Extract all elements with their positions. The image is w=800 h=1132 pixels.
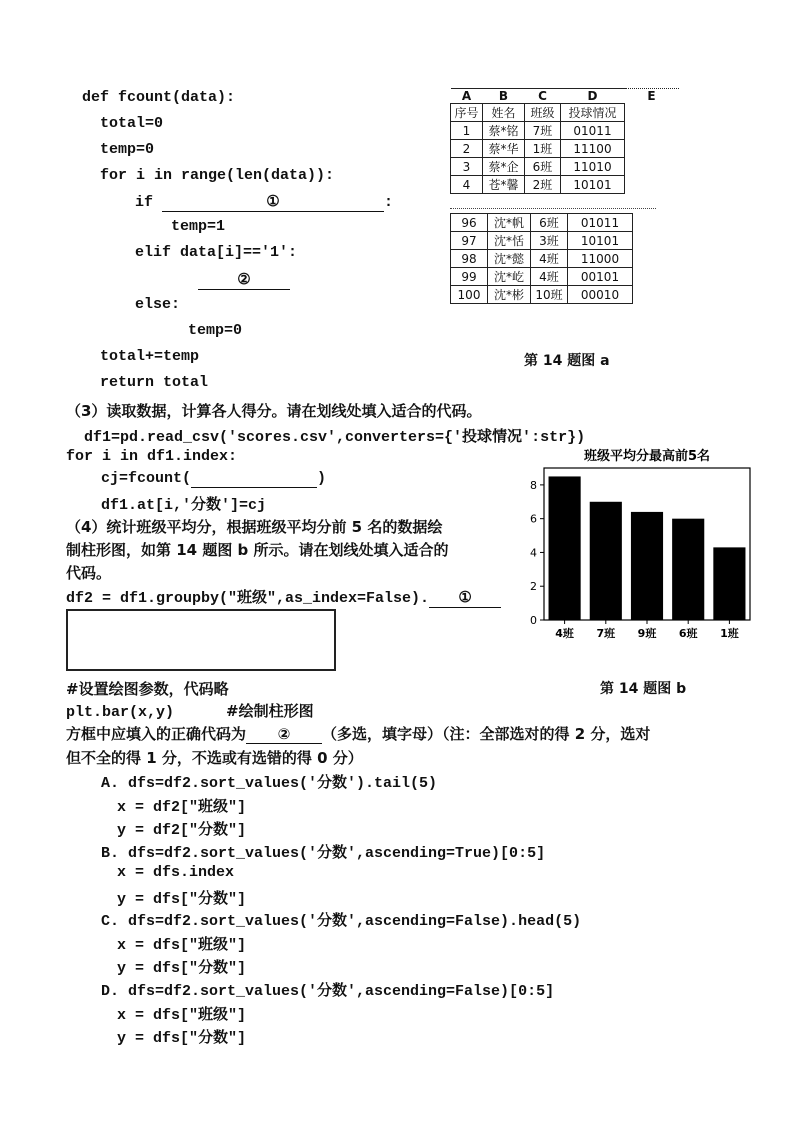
part3-instruction: （3）读取数据，计算各人得分。请在划线处填入适合的代码。 — [66, 402, 482, 420]
bar — [713, 547, 745, 620]
x-tick-label: 6班 — [678, 627, 698, 640]
cell: 沈*帆 — [488, 214, 531, 232]
cell: 100 — [451, 286, 488, 304]
ellipsis-divider — [450, 196, 656, 209]
cell: 沈*屹 — [488, 268, 531, 286]
cell: 99 — [451, 268, 488, 286]
header-cell: 班级 — [525, 104, 561, 122]
cell: 3班 — [531, 232, 568, 250]
part3-read-csv: df1=pd.read_csv('scores.csv',converters={'投球情况':str}) — [84, 429, 586, 446]
figure-a-caption: 第 14 题图 a — [524, 353, 610, 369]
table-row — [451, 214, 633, 232]
code-for-loop: for i in range(len(data)): — [100, 167, 335, 184]
cell: 7班 — [525, 122, 561, 140]
cell: 1班 — [525, 140, 561, 158]
x-tick-label: 7班 — [596, 627, 616, 640]
cell: 10班 — [531, 286, 568, 304]
code-def-line: def fcount(data): — [82, 89, 236, 106]
bar — [590, 502, 622, 620]
chart-title: 班级平均分最高前5名 — [583, 449, 711, 464]
cell: 96 — [451, 214, 488, 232]
option-c[interactable]: C. dfs=df2.sort_values('分数',ascending=False).head(5) — [101, 913, 582, 930]
option-b[interactable]: B. dfs=df2.sort_values('分数',ascending=True)[0:5] — [101, 845, 546, 862]
option-d-x: x = dfs["班级"] — [117, 1007, 247, 1024]
bar — [631, 512, 663, 620]
spreadsheet-bottom-table — [450, 213, 633, 304]
code-temp-init: temp=0 — [100, 141, 155, 158]
code-return: return total — [100, 374, 209, 391]
plt-bar-line — [66, 700, 314, 721]
fcount-prefix: cj=fcount( — [101, 470, 192, 487]
empty-cell — [625, 176, 679, 194]
cell: 沈*懿 — [488, 250, 531, 268]
bar — [672, 519, 704, 620]
empty-cell — [625, 140, 679, 158]
header-cell: 序号 — [451, 104, 483, 122]
groupby-code: df2 = df1.groupby("班级",as_index=False). — [66, 590, 430, 607]
cell: 沈*恬 — [488, 232, 531, 250]
fcount-suffix: ) — [317, 470, 327, 487]
code-temp-set: temp=1 — [171, 218, 226, 235]
option-a-y: y = df2["分数"] — [117, 822, 247, 839]
table-row — [451, 122, 679, 140]
bar-chart — [516, 446, 756, 646]
cell: 蔡*企 — [483, 158, 525, 176]
bar — [549, 476, 581, 620]
y-tick-label: 4 — [530, 546, 537, 560]
choice-suffix: （多选，填字母）（注：全部选对的得 2 分，选对 — [322, 725, 651, 743]
answer-box[interactable] — [66, 609, 336, 671]
col-letter: D — [561, 89, 625, 104]
cell: 4班 — [531, 250, 568, 268]
table-row — [451, 176, 679, 194]
table-row — [451, 158, 679, 176]
part4-groupby-line — [66, 586, 501, 608]
choice-prefix: 方框中应填入的正确代码为 — [66, 725, 247, 743]
option-d[interactable]: D. dfs=df2.sort_values('分数',ascending=False)[0:5] — [101, 983, 555, 1000]
cell: 蔡*铭 — [483, 122, 525, 140]
code-if-keyword: if — [135, 194, 163, 211]
part4-instruction-3: 代码。 — [66, 564, 112, 582]
col-letter: E — [625, 89, 679, 104]
col-letter: C — [525, 89, 561, 104]
cell: 2 — [451, 140, 483, 158]
cell: 98 — [451, 250, 488, 268]
code-total-add: total+=temp — [100, 348, 200, 365]
cell: 01011 — [568, 214, 633, 232]
cell: 10101 — [568, 232, 633, 250]
choice-question — [66, 723, 650, 744]
cell: 2班 — [525, 176, 561, 194]
table-row — [451, 232, 633, 250]
code-blank-line — [198, 270, 290, 290]
option-b-y: y = dfs["分数"] — [117, 891, 247, 908]
spreadsheet-top-table — [450, 88, 679, 194]
table-row — [451, 140, 679, 158]
spreadsheet-figure — [450, 88, 679, 304]
empty-cell — [625, 122, 679, 140]
cell: 97 — [451, 232, 488, 250]
y-tick-label: 0 — [530, 614, 537, 627]
cell: 10101 — [561, 176, 625, 194]
empty-cell — [625, 104, 679, 122]
figure-b-caption: 第 14 题图 b — [600, 681, 687, 697]
cell: 00101 — [568, 268, 633, 286]
cell: 11010 — [561, 158, 625, 176]
y-tick-label: 8 — [530, 478, 537, 492]
cell: 4班 — [531, 268, 568, 286]
plt-bar-comment: #绘制柱形图 — [226, 702, 314, 720]
plot-comment: #设置绘图参数，代码略 — [66, 680, 229, 698]
plt-bar-code: plt.bar(x,y) — [66, 704, 175, 721]
option-c-y: y = dfs["分数"] — [117, 960, 247, 977]
table-row — [451, 268, 633, 286]
choice-blank[interactable]: ② — [246, 725, 322, 744]
cell: 11000 — [568, 250, 633, 268]
table-header-row — [451, 104, 679, 122]
col-letter: A — [451, 89, 483, 104]
cell: 4 — [451, 176, 483, 194]
col-letter: B — [483, 89, 525, 104]
table-row — [451, 286, 633, 304]
code-total-init: total=0 — [100, 115, 164, 132]
option-c-x: x = dfs["班级"] — [117, 937, 247, 954]
cell: 苍*馨 — [483, 176, 525, 194]
cell: 6班 — [531, 214, 568, 232]
column-letters — [451, 89, 679, 104]
blank-2[interactable]: ② — [198, 270, 290, 290]
code-elif-line: elif data[i]=='1': — [135, 244, 298, 261]
blank-1[interactable]: ① — [162, 192, 384, 212]
part3-for-loop: for i in df1.index: — [66, 448, 238, 465]
x-tick-label: 1班 — [720, 627, 739, 640]
code-if-colon: : — [384, 194, 394, 211]
option-b-x: x = dfs.index — [117, 864, 235, 881]
cell: 01011 — [561, 122, 625, 140]
groupby-blank[interactable]: ① — [429, 588, 501, 608]
cell: 沈*彬 — [488, 286, 531, 304]
option-a-x: x = df2["班级"] — [117, 799, 247, 816]
empty-cell — [625, 158, 679, 176]
cell: 1 — [451, 122, 483, 140]
code-if-line — [135, 192, 393, 212]
y-tick-label: 2 — [530, 580, 537, 594]
cell: 00010 — [568, 286, 633, 304]
x-tick-label: 4班 — [555, 627, 574, 640]
code-else-line: else: — [135, 296, 181, 313]
header-cell: 投球情况 — [561, 104, 625, 122]
table-row — [451, 250, 633, 268]
cell: 蔡*华 — [483, 140, 525, 158]
part4-instruction-1: （4）统计班级平均分，根据班级平均分前 5 名的数据绘 — [66, 518, 443, 536]
part4-instruction-2: 制柱形图，如第 14 题图 b 所示。请在划线处填入适合的 — [66, 541, 449, 559]
header-cell: 姓名 — [483, 104, 525, 122]
fcount-arg-blank[interactable] — [191, 470, 317, 488]
cell: 11100 — [561, 140, 625, 158]
option-a[interactable]: A. dfs=df2.sort_values('分数').tail(5) — [101, 775, 438, 792]
part3-assign-score: df1.at[i,'分数']=cj — [101, 497, 267, 514]
x-tick-label: 9班 — [637, 627, 657, 640]
y-tick-label: 6 — [530, 512, 537, 526]
cell: 6班 — [525, 158, 561, 176]
cell: 3 — [451, 158, 483, 176]
part3-fcount-call — [101, 470, 326, 488]
option-d-y: y = dfs["分数"] — [117, 1030, 247, 1047]
code-temp-reset: temp=0 — [188, 322, 243, 339]
choice-note: 但不全的得 1 分，不选或有选错的得 0 分） — [66, 749, 363, 767]
